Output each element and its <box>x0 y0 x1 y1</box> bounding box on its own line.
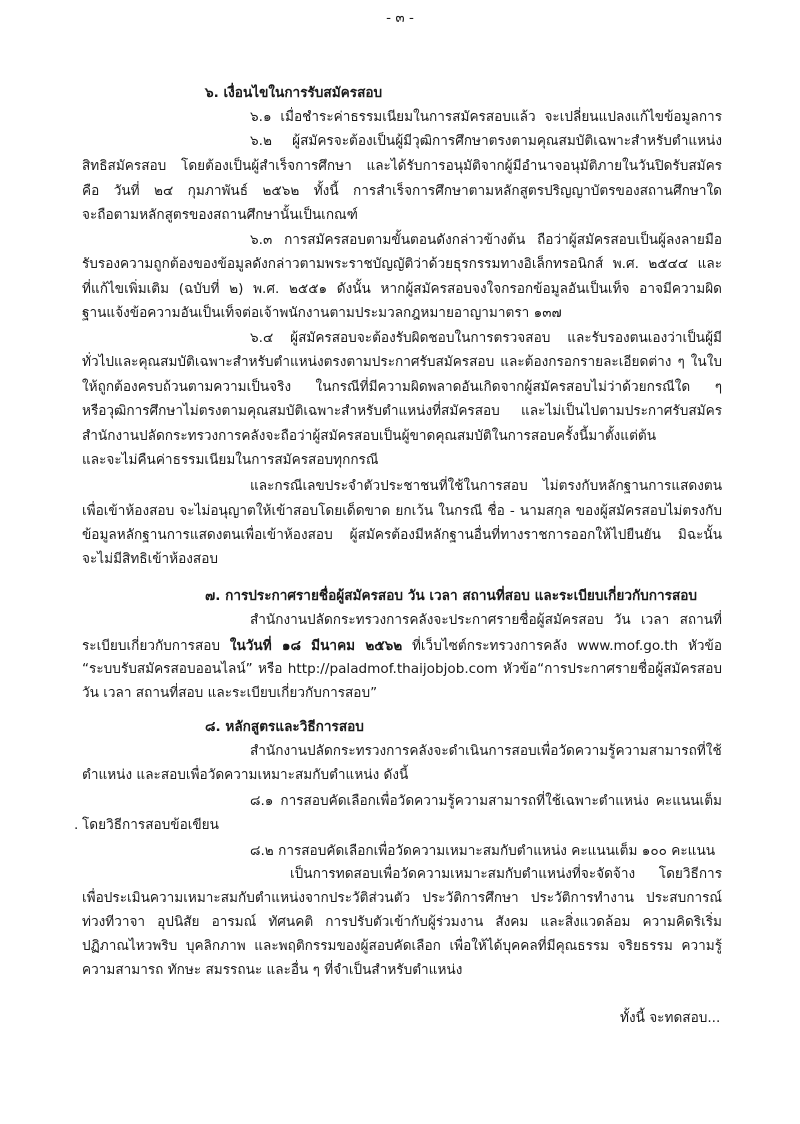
announcement-date: ในวันที่ ๑๘ มีนาคม ๒๕๖๒ <box>229 638 403 654</box>
paragraph-start: สำนักงานปลัดกระทรวงการคลังจะดำเนินการสอบเพื่อวัดความรู้ความสามารถที่ใช้ <box>250 743 722 759</box>
paragraph-line: เพื่อประเมินความเหมาะสมกับตำแหน่งจากประวัติส่วนตัว ประวัติการศึกษา ประวัติการทำงาน ประสบการณ์ <box>82 890 722 906</box>
clause-8-1: ๘.๑ การสอบคัดเลือกเพื่อวัดความรู้ความสามารถที่ใช้เฉพาะตำแหน่ง คะแนนเต็ม <box>250 793 722 809</box>
paragraph-line: ทั่วไปและคุณสมบัติเฉพาะสำหรับตำแหน่งตรงตามประกาศรับสมัครสอบ และต้องกรอกรายละเอียดต่าง ๆ ในใบ <box>82 354 722 370</box>
paragraph-line: ความสามารถ ทักษะ สมรรถนะ และอื่น ๆ ที่จำเป็นสำหรับตำแหน่ง <box>82 962 463 978</box>
paragraph-line: ให้ถูกต้องครบถ้วนตามความเป็นจริง ในกรณีที่มีความผิดพลาดอันเกิดจากผู้สมัครสอบไม่ว่าด้วยกรณีใด ๆ <box>82 379 722 395</box>
paragraph-line <box>82 634 722 658</box>
paragraph-line: คือ วันที่ ๒๔ กุมภาพันธ์ ๒๕๖๒ ทั้งนี้ การสำเร็จการศึกษาตามหลักสูตรปริญญาบัตรของสถานศึกษาใด <box>82 183 722 199</box>
paragraph-start: เป็นการทดสอบเพื่อวัดความเหมาะสมกับตำแหน่งที่จะจัดจ้าง โดยวิธีการ <box>290 866 722 882</box>
page-number: - ๓ - <box>386 10 414 26</box>
clause-6-3: ๖.๓ การสมัครสอบตามขั้นตอนดังกล่าวข้างต้น ถือว่าผู้สมัครสอบเป็นผู้ลงลายมือ <box>250 232 722 248</box>
text: ระเบียบเกี่ยวกับการสอบ <box>82 638 221 654</box>
paragraph-line: เพื่อเข้าห้องสอบ จะไม่อนุญาตให้เข้าสอบโดยเด็ดขาด ยกเว้น ในกรณี ชื่อ - นามสกุล ของผู้สมัครสอบไม่ตรงกับ <box>82 503 722 519</box>
paragraph-line: ที่แก้ไขเพิ่มเติม (ฉบับที่ ๒) พ.ศ. ๒๕๕๑ ดังนั้น หากผู้สมัครสอบจงใจกรอกข้อมูลอันเป็นเท็จ อาจมีความผิด <box>82 281 722 297</box>
section-7-heading: ๗. การประกาศรายชื่อผู้สมัครสอบ วัน เวลา สถานที่สอบ และระเบียบเกี่ยวกับการสอบ <box>205 588 698 604</box>
paragraph-line: และจะไม่คืนค่าธรรมเนียมในการสมัครสอบทุกกรณี <box>82 452 379 468</box>
section-6-heading: ๖. เงื่อนไขในการรับสมัครสอบ <box>205 85 383 101</box>
paragraph-start: และกรณีเลขประจำตัวประชาชนที่ใช้ในการสอบ ไม่ตรงกับหลักฐานการแสดงตน <box>250 478 722 494</box>
clause-6-4: ๖.๔ ผู้สมัครสอบจะต้องรับผิดชอบในการตรวจสอบ และรับรองตนเองว่าเป็นผู้มี <box>250 330 722 346</box>
paragraph-line: หรือวุฒิการศึกษาไม่ตรงตามคุณสมบัติเฉพาะสำหรับตำแหน่งที่สมัครสอบ และไม่เป็นไปตามประกาศรับสมัคร <box>82 403 722 419</box>
paragraph-line: ข้อมูลหลักฐานการแสดงตนเพื่อเข้าห้องสอบ ผู้สมัครต้องมีหลักฐานอื่นที่ทางราชการออกให้ไปยืนยัน มิฉะนั้น <box>82 527 722 543</box>
clause-8-2: ๘.๒ การสอบคัดเลือกเพื่อวัดความเหมาะสมกับตำแหน่ง คะแนนเต็ม ๑๐๐ คะแนน <box>250 843 716 859</box>
paragraph-line: จะถือตามหลักสูตรของสถานศึกษานั้นเป็นเกณฑ์ <box>82 207 358 223</box>
paragraph-line: ปฏิภาณไหวพริบ บุคลิกภาพ และพฤติกรรมของผู้สอบคัดเลือก เพื่อให้ได้บุคคลที่มีคุณธรรม จริยธรรม ความรู้ <box>82 938 722 954</box>
section-8-heading: ๘. หลักสูตรและวิธีการสอบ <box>205 719 364 735</box>
paragraph-line: รับรองความถูกต้องของข้อมูลดังกล่าวตามพระราชบัญญัติว่าด้วยธุรกรรมทางอิเล็กทรอนิกส์ พ.ศ. ๒๕๔๔ และ <box>82 256 722 272</box>
paragraph-line: สำนักงานปลัดกระทรวงการคลังจะถือว่าผู้สมัครสอบเป็นผู้ขาดคุณสมบัติในการสอบครั้งนี้มาตั้งแต่ต้น <box>82 428 657 444</box>
paragraph-line: “ระบบรับสมัครสอบออนไลน์” หรือ http://paladmof.thaijobjob.com หัวข้อ“การประกาศรายชื่อผู้สมัครสอบ <box>82 661 722 677</box>
paragraph-line: โดยวิธีการสอบข้อเขียน <box>82 817 219 833</box>
continuation-note: ทั้งนี้ จะทดสอบ... <box>620 1010 721 1026</box>
clause-6-1: ๖.๑ เมื่อชำระค่าธรรมเนียมในการสมัครสอบแล้ว จะเปลี่ยนแปลงแก้ไขข้อมูลการ <box>250 109 722 125</box>
paragraph-line: ท่วงทีวาจา อุปนิสัย อารมณ์ ทัศนคติ การปรับตัวเข้ากับผู้ร่วมงาน สังคม และสิ่งแวดล้อม ความคิดริเริ่ม <box>82 914 722 930</box>
text: ที่เว็บไซต์กระทรวงการคลัง www.mof.go.th หัวข้อ <box>411 638 722 654</box>
paragraph-line: วัน เวลา สถานที่สอบ และระเบียบเกี่ยวกับการสอบ” <box>82 685 378 701</box>
margin-mark: . <box>74 817 79 833</box>
paragraph-line: ฐานแจ้งข้อความอันเป็นเท็จต่อเจ้าพนักงานตามประมวลกฎหมายอาญามาตรา ๑๓๗ <box>82 305 562 321</box>
paragraph-line: ตำแหน่ง และสอบเพื่อวัดความเหมาะสมกับตำแหน่ง ดังนี้ <box>82 767 409 783</box>
paragraph-line: สิทธิสมัครสอบ โดยต้องเป็นผู้สำเร็จการศึกษา และได้รับการอนุมัติจากผู้มีอำนาจอนุมัติภายในวันปิดรับสมัคร <box>82 158 722 174</box>
paragraph-line: จะไม่มีสิทธิเข้าห้องสอบ <box>82 551 219 567</box>
paragraph-start: สำนักงานปลัดกระทรวงการคลังจะประกาศรายชื่อผู้สมัครสอบ วัน เวลา สถานที่ <box>250 612 722 628</box>
clause-6-2: ๖.๒ ผู้สมัครจะต้องเป็นผู้มีวุฒิการศึกษาตรงตามคุณสมบัติเฉพาะสำหรับตำแหน่ง <box>250 133 722 149</box>
